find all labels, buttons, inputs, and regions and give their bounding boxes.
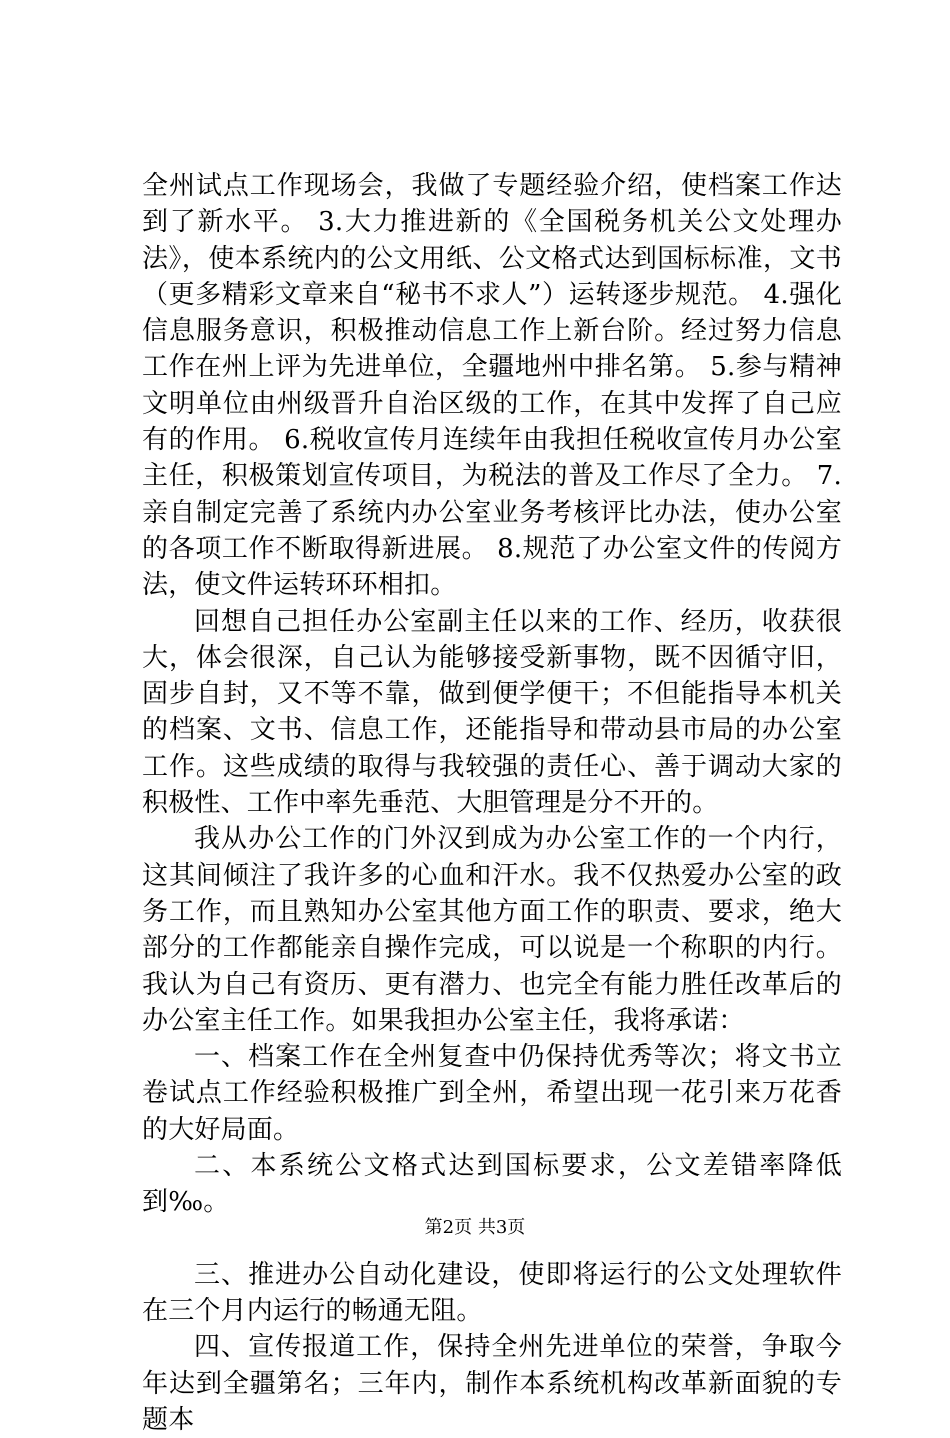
paragraph-pledge-3: 三、推进办公自动化建设，使即将运行的公文处理软件在三个月内运行的畅通无阻。 — [142, 1259, 842, 1326]
paragraph-pledge-4: 四、宣传报道工作，保持全州先进单位的荣誉，争取今年达到全疆第名；三年内，制作本系统机构改革新面貌的专题本 — [142, 1332, 842, 1435]
paragraph-pledge-2: 二、本系统公文格式达到国标要求，公文差错率降低到‰。 — [142, 1151, 842, 1218]
paragraph-pledge-1: 一、档案工作在全州复查中仍保持优秀等次；将文书立卷试点工作经验积极推广到全州，希望出现一花引来万花香的大好局面。 — [142, 1042, 842, 1145]
paragraph-achievements: 全州试点工作现场会，我做了专题经验介绍，使档案工作达到了新水平。 3.大力推进新的《全国税务机关公文处理办法》，使本系统内的公文用纸、公文格式达到国标标准，文书（更多精彩文章来自“秘书不求人”）运转逐步规范。 4.强化信息服务意识，积极推动信息工作上新台阶。经过努力信息工作在州上评为先进单位，全疆地州中排名第。 5.参与精神文明单位由州级晋升自治区级的工作，在其中发挥了自己应有的作用。 6.税收宣传月连续年由我担任税收宣传月办公室主任，积极策划宣传项目，为税法的普及工作尽了全力。 7.亲自制定完善了系统内办公室业务考核评比办法，使办公室的各项工作不断取得新进展。 8.规范了办公室文件的传阅方法，使文件运转环环相扣。 — [142, 171, 842, 601]
paragraph-qualification: 我从办公工作的门外汉到成为办公室工作的一个内行，这其间倾注了我许多的心血和汗水。我不仅热爱办公室的政务工作，而且熟知办公室其他方面工作的职责、要求，绝大部分的工作都能亲自操作完成，可以说是一个称职的内行。我认为自己有资历、更有潜力、也完全有能力胜任改革后的办公室主任工作。如果我担办公室主任，我将承诺： — [142, 824, 842, 1036]
paragraph-reflection: 回想自己担任办公室副主任以来的工作、经历，收获很大，体会很深，自己认为能够接受新事物，既不因循守旧，固步自封，又不等不靠，做到便学便干；不但能指导本机关的档案、文书、信息工作，还能指导和带动县市局的办公室工作。这些成绩的取得与我较强的责任心、善于调动大家的积极性、工作中率先垂范、大胆管理是分不开的。 — [142, 606, 842, 819]
document-body — [142, 168, 842, 1438]
page-number-footer: 第2页 共3页 — [424, 1217, 526, 1238]
